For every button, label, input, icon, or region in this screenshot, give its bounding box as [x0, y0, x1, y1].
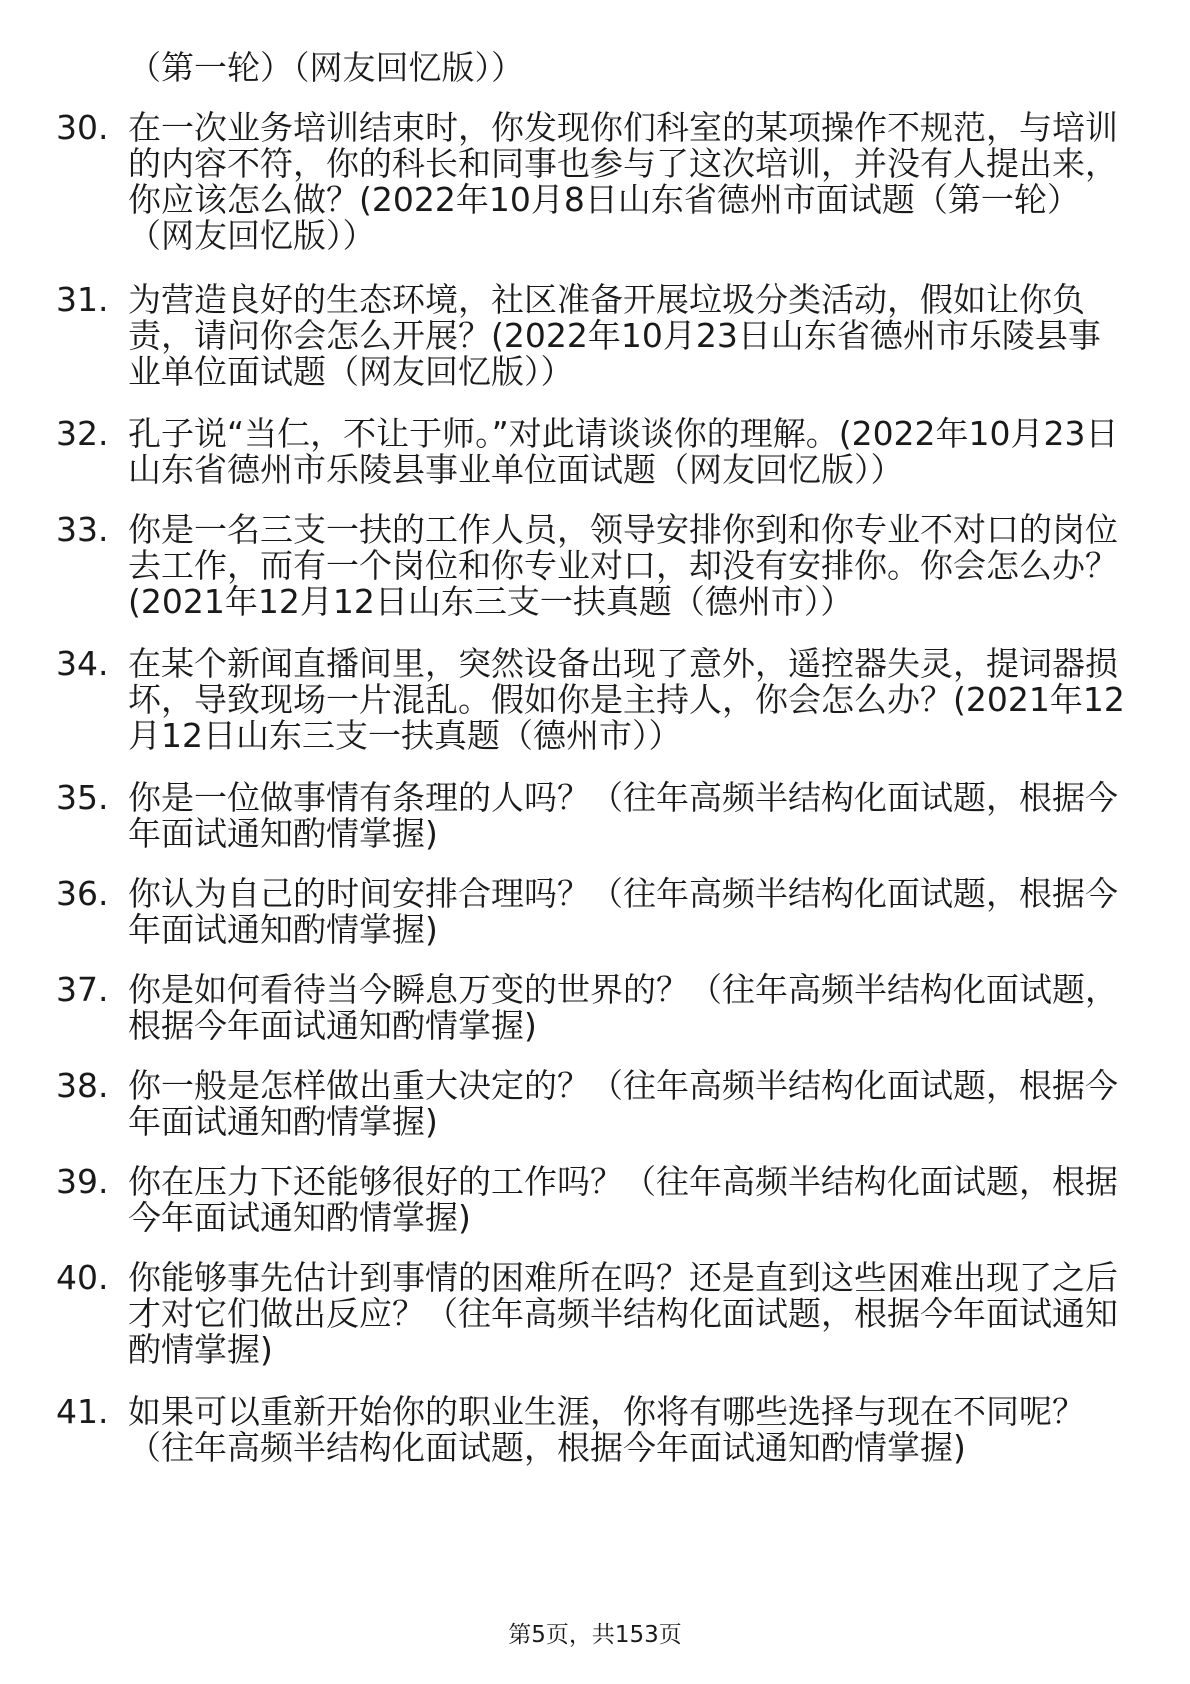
question-text: 你一般是怎样做出重大决定的？（往年高频半结构化面试题，根据今年面试通知酌情掌握) [128, 1066, 1118, 1141]
question-item [56, 282, 1136, 390]
question-number: 33. [56, 510, 109, 549]
question-item [56, 1068, 1136, 1140]
question-item [56, 512, 1136, 620]
question-number: 30. [56, 108, 109, 147]
question-text: 在一次业务培训结束时，你发现你们科室的某项操作不规范，与培训的内容不符，你的科长和同事也参与了这次培训，并没有人提出来，你应该怎么做？(2022年10月8日山东省德州市面试题（第一轮）（网友回忆版）） [128, 108, 1118, 255]
question-item [56, 1164, 1136, 1236]
question-text: 如果可以重新开始你的职业生涯，你将有哪些选择与现在不同呢？（往年高频半结构化面试题，根据今年面试通知酌情掌握) [128, 1392, 1085, 1467]
continuation-text: （第一轮）（网友回忆版）） [128, 48, 524, 87]
question-text: 你认为自己的时间安排合理吗？（往年高频半结构化面试题，根据今年面试通知酌情掌握) [128, 874, 1118, 949]
question-number: 34. [56, 644, 109, 683]
question-item [56, 972, 1136, 1044]
question-item [56, 110, 1136, 254]
question-number: 35. [56, 778, 109, 817]
question-text: 你在压力下还能够很好的工作吗？（往年高频半结构化面试题，根据今年面试通知酌情掌握) [128, 1162, 1118, 1237]
question-text: 在某个新闻直播间里，突然设备出现了意外，遥控器失灵，提词器损坏，导致现场一片混乱。假如你是主持人，你会怎么办？(2021年12月12日山东三支一扶真题（德州市）） [128, 644, 1125, 755]
question-number: 41. [56, 1392, 109, 1431]
question-item [56, 416, 1136, 488]
question-item [56, 1394, 1136, 1466]
question-item [56, 780, 1136, 852]
question-item [56, 876, 1136, 948]
question-text: 你是一名三支一扶的工作人员，领导安排你到和你专业不对口的岗位去工作，而有一个岗位和你专业对口，却没有安排你。你会怎么办？(2021年12月12日山东三支一扶真题（德州市）） [128, 510, 1118, 621]
question-text: 为营造良好的生态环境，社区准备开展垃圾分类活动，假如让你负责，请问你会怎么开展？(2022年10月23日山东省德州市乐陵县事业单位面试题（网友回忆版）） [128, 280, 1101, 391]
question-item [56, 646, 1136, 754]
question-number: 39. [56, 1162, 109, 1201]
question-item [56, 1260, 1136, 1368]
page-footer: 第5页，共153页 [508, 1622, 682, 1648]
question-number: 36. [56, 874, 109, 913]
question-text: 孔子说“当仁，不让于师。”对此请谈谈你的理解。(2022年10月23日山东省德州市乐陵县事业单位面试题（网友回忆版）） [128, 414, 1119, 489]
question-number: 40. [56, 1258, 109, 1297]
question-number: 32. [56, 414, 109, 453]
question-text: 你能够事先估计到事情的困难所在吗？还是直到这些困难出现了之后才对它们做出反应？（往年高频半结构化面试题，根据今年面试通知酌情掌握) [128, 1258, 1118, 1369]
question-number: 37. [56, 970, 109, 1009]
question-number: 38. [56, 1066, 109, 1105]
question-text: 你是如何看待当今瞬息万变的世界的？（往年高频半结构化面试题，根据今年面试通知酌情掌握) [128, 970, 1118, 1045]
question-text: 你是一位做事情有条理的人吗？（往年高频半结构化面试题，根据今年面试通知酌情掌握) [128, 778, 1118, 853]
question-number: 31. [56, 280, 109, 319]
